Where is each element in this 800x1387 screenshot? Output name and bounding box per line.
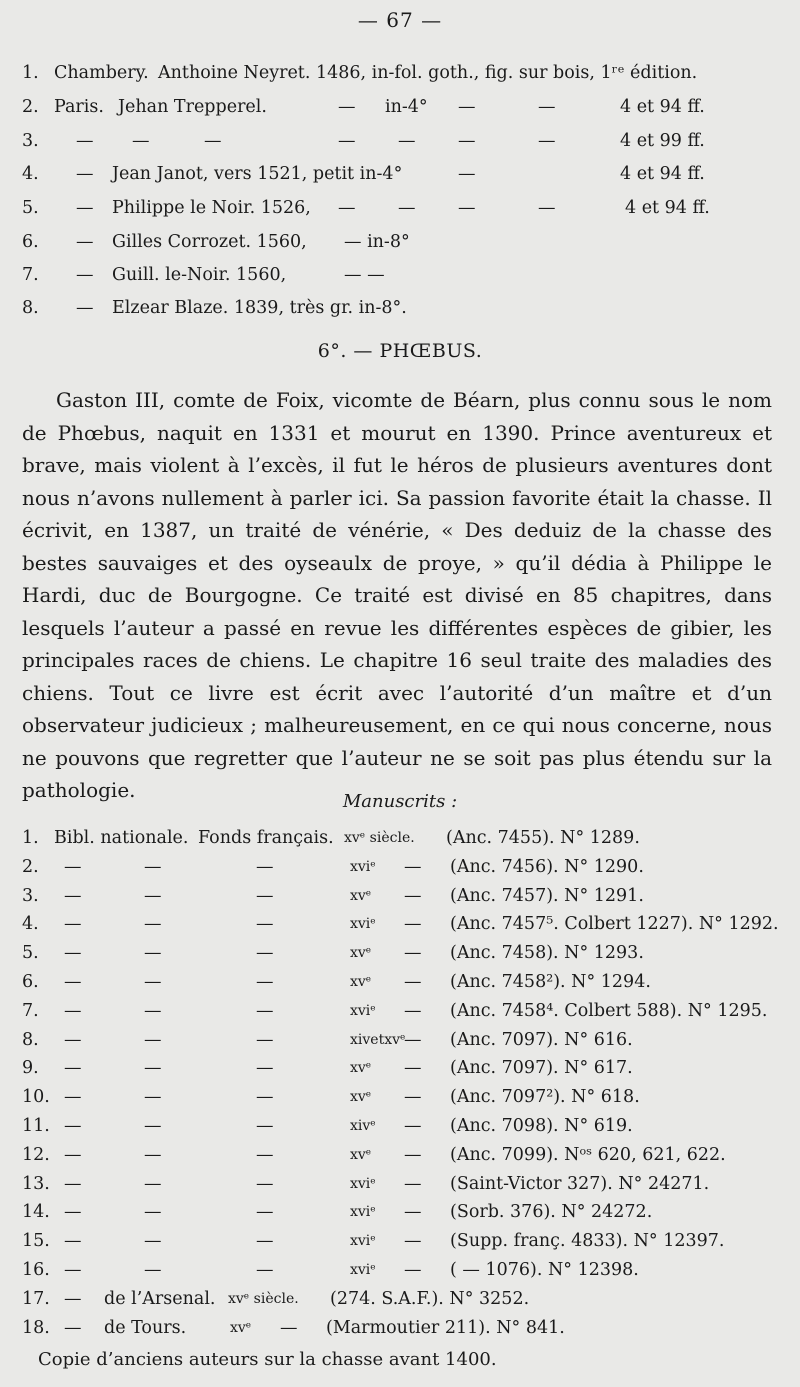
ditto-mark: — bbox=[204, 131, 222, 151]
edition-format: in-4° bbox=[385, 97, 428, 117]
ditto-mark: — bbox=[404, 1029, 422, 1050]
ditto-mark: — bbox=[256, 1000, 274, 1021]
edition-number: 3. bbox=[22, 131, 39, 151]
ditto-mark: — bbox=[64, 1116, 82, 1136]
ditto-mark: — bbox=[144, 943, 162, 964]
manuscript-century: xviᵉ bbox=[350, 1233, 376, 1250]
manuscript-number: 1. bbox=[22, 828, 39, 848]
ditto-mark: — bbox=[64, 1231, 82, 1252]
manuscript-century: xviᵉ bbox=[350, 916, 376, 933]
ditto-mark: — bbox=[256, 943, 274, 964]
ditto-mark: — bbox=[144, 1260, 162, 1280]
manuscript-number: 10. bbox=[22, 1087, 50, 1108]
ditto-mark: — bbox=[256, 856, 274, 877]
ditto-mark: — bbox=[538, 97, 556, 117]
ditto-mark: — bbox=[256, 914, 274, 935]
ditto-mark: — bbox=[404, 943, 422, 964]
edition-printer: Elzear Blaze. 1839, très gr. in-8°. bbox=[112, 298, 407, 318]
manuscript-reference: (Anc. 7097²). N° 618. bbox=[450, 1087, 640, 1108]
ditto-mark: — bbox=[76, 198, 94, 218]
manuscript-number: 17. bbox=[22, 1288, 50, 1309]
ditto-mark: — bbox=[256, 1144, 274, 1165]
ditto-mark: — bbox=[144, 1202, 162, 1223]
manuscript-reference: (Anc. 7099). Nᵒˢ 620, 621, 622. bbox=[450, 1144, 726, 1165]
ditto-mark: — bbox=[144, 972, 162, 992]
ditto-mark: — bbox=[64, 885, 82, 906]
manuscript-library: Bibl. nationale. bbox=[54, 828, 189, 848]
manuscript-library: de l’Arsenal. bbox=[104, 1288, 216, 1309]
ditto-mark: — bbox=[538, 198, 556, 218]
ditto-mark: — bbox=[64, 943, 82, 964]
manuscript-century: xivᵉ bbox=[350, 1118, 376, 1134]
edition-printer: Anthoine Neyret. 1486, in-fol. goth., fig. sur bois, 1ʳᵉ édition. bbox=[158, 63, 698, 83]
edition-leaves: 4 et 94 ff. bbox=[625, 198, 710, 218]
edition-printer: Gilles Corrozet. 1560, bbox=[112, 232, 307, 252]
ditto-mark: — bbox=[458, 131, 476, 151]
manuscript-reference: (Anc. 7458⁴. Colbert 588). N° 1295. bbox=[450, 1000, 768, 1021]
body-paragraph bbox=[22, 384, 772, 807]
manuscript-century: xvᵉ bbox=[350, 887, 372, 904]
edition-printer: Guill. le-Noir. 1560, bbox=[112, 265, 287, 285]
edition-number: 7. bbox=[22, 265, 39, 285]
edition-number: 1. bbox=[22, 63, 39, 83]
manuscript-reference: (Anc. 7097). N° 616. bbox=[450, 1029, 633, 1050]
ditto-mark: — bbox=[256, 1116, 274, 1136]
ditto-mark: — bbox=[64, 972, 82, 992]
ditto-mark: — bbox=[338, 97, 356, 117]
manuscript-reference: (Anc. 7098). N° 619. bbox=[450, 1116, 633, 1136]
ditto-mark: — bbox=[144, 1173, 162, 1194]
edition-city: Paris. bbox=[54, 97, 104, 117]
manuscript-number: 11. bbox=[22, 1116, 50, 1136]
edition-printer: Philippe le Noir. 1526, bbox=[112, 198, 311, 218]
manuscript-century: xviᵉ bbox=[350, 1204, 376, 1221]
edition-printer: Jehan Trepperel. bbox=[118, 97, 267, 117]
manuscript-number: 12. bbox=[22, 1144, 50, 1165]
closing-line: Copie d’anciens auteurs sur la chasse avant 1400. bbox=[38, 1349, 497, 1370]
manuscript-reference: (Anc. 7455). N° 1289. bbox=[446, 828, 640, 848]
manuscript-number: 13. bbox=[22, 1173, 50, 1194]
manuscript-reference: (Anc. 7457). N° 1291. bbox=[450, 885, 644, 906]
manuscript-number: 16. bbox=[22, 1260, 50, 1280]
manuscript-reference: (Marmoutier 211). N° 841. bbox=[326, 1317, 565, 1338]
ditto-mark: — bbox=[398, 131, 416, 151]
manuscript-century: xivetxvᵉ bbox=[350, 1031, 406, 1048]
manuscript-century: xvᵉ bbox=[350, 1146, 372, 1163]
manuscript-number: 14. bbox=[22, 1202, 50, 1223]
ditto-mark: — bbox=[144, 1058, 162, 1079]
ditto-mark: — bbox=[144, 1087, 162, 1108]
ditto-mark: — bbox=[144, 1000, 162, 1021]
edition-leaves: 4 et 94 ff. bbox=[620, 97, 705, 117]
ditto-mark: — bbox=[256, 1029, 274, 1050]
edition-leaves: 4 et 94 ff. bbox=[620, 164, 705, 184]
manuscript-reference: (Saint-Victor 327). N° 24271. bbox=[450, 1173, 710, 1194]
ditto-mark: — bbox=[256, 1260, 274, 1280]
manuscript-number: 3. bbox=[22, 885, 39, 906]
ditto-mark: — bbox=[64, 1087, 82, 1108]
ditto-mark: — bbox=[256, 1231, 274, 1252]
ditto-mark: — bbox=[338, 198, 356, 218]
ditto-mark: — bbox=[144, 914, 162, 935]
ditto-mark: — bbox=[398, 198, 416, 218]
ditto-mark: — bbox=[256, 885, 274, 906]
manuscript-library: de Tours. bbox=[104, 1317, 187, 1338]
ditto-mark: — bbox=[76, 232, 94, 252]
manuscript-reference: (Anc. 7458²). N° 1294. bbox=[450, 972, 651, 992]
ditto-mark: — bbox=[76, 131, 94, 151]
manuscript-reference: ( — 1076). N° 12398. bbox=[450, 1260, 639, 1280]
edition-leaves: 4 et 99 ff. bbox=[620, 131, 705, 151]
ditto-mark: — bbox=[404, 1087, 422, 1108]
ditto-mark: — bbox=[404, 1058, 422, 1079]
edition-format: — in-8° bbox=[344, 232, 410, 252]
section-title: 6°. — PHŒBUS. bbox=[317, 340, 483, 362]
manuscript-century: xvᵉ bbox=[350, 974, 372, 990]
ditto-mark: — bbox=[256, 1087, 274, 1108]
ditto-mark: — bbox=[256, 1202, 274, 1223]
manuscript-number: 9. bbox=[22, 1058, 39, 1079]
ditto-mark: — bbox=[76, 265, 94, 285]
ditto-mark: — bbox=[280, 1317, 298, 1338]
ditto-mark: — — bbox=[344, 265, 385, 285]
manuscripts-title: Manuscrits : bbox=[342, 791, 458, 812]
ditto-mark: — bbox=[144, 1144, 162, 1165]
ditto-mark: — bbox=[76, 298, 94, 318]
manuscript-reference: (Anc. 7458). N° 1293. bbox=[450, 943, 644, 964]
manuscript-century: xviᵉ bbox=[350, 1175, 376, 1192]
edition-number: 5. bbox=[22, 198, 39, 218]
ditto-mark: — bbox=[64, 1029, 82, 1050]
book-page: — 67 — 1. Chambery. Anthoine Neyret. 1486, in-fol. goth., fig. sur bois, 1ʳᵉ édition. 2. Paris. Jehan Trepperel. — in-4° — — 4 et 94 ff. 3. — — — — — — — 4 et 99 ff. 4. — Jean Janot, vers 1521, petit in-4° — 4 et 94 ff. 5. — Philippe le Noir. 1526, — — — — 4 et 94 ff. 6. — Gilles Corrozet. 1560, — in-8° 7. — Guill. le-Noir. 1560, — — 8. — Elzear Blaze. 1839, très gr. in-8°. 6°. — PHŒBUS. Gaston III, comte de Foix, vicomte de Béarn, plus connu sous le nom de Phœbus, naquit en 1331 et mourut en 1390. Prince aventureux et brave, mais violent à l’excès, il fut le héros de plusieurs aventures dont nous n’avons nullement à parler ici. Sa passion favorite était la chasse. Il écrivit, en 1387, un traité de vénérie, « Des deduiz de la chasse des bestes sauvaiges et des oyseaulx de proye, » qu’il dédia à Philippe le Hardi, duc de Bourgogne. Ce traité est divisé en 85 chapitres, dans lesquels l’auteur a passé en revue les différentes espèces de gibier, les principales races de chiens. Le chapitre 16 seul traite des maladies des chiens. Tout ce livre est écrit avec l’autorité d’un maître et d’un observateur judicieux ; malheureusement, en ce qui nous concerne, nous ne pouvons que regretter que l’auteur ne se soit pas plus étendu sur la pathologie. Manuscrits : 1. Bibl. nationale. Fonds français. xvᵉ siècle. (Anc. 7455). N° 1289. 2. — — — xviᵉ — (Anc. 7456). N° 1290. 3. — — — xvᵉ — (Anc. 7457). N° 1291. 4. — — — xviᵉ — (Anc. 7457⁵. Colbert 1227). N° 1292. 5. — — — xvᵉ — (Anc. 7458). N° 1293. 6. — — — xvᵉ — (Anc. 7458²). N° 1294. 7. — — — xviᵉ — (Anc. 7458⁴. Colbert 588). N° 1295. 8. — — — xivetxvᵉ — (Anc. 7097). N° 616. 9. — — — xvᵉ — (Anc. 7097). N° 617. 10. — — — xvᵉ — (Anc. 7097²). N° 618. 11. — — — xivᵉ — (Anc. 7098). N° 619. 12. — — — xvᵉ — (Anc. 7099). Nᵒˢ 620, 621, 622. 13. — — — xviᵉ — (Saint-Victor 327). N° 24271. 14. — — — xviᵉ — (Sorb. 376). N° 24272. 15. — — — xviᵉ — (Supp. franç. 4833). N° 12397. 16. — — — xviᵉ — ( — 1076). N° 12398. 17. — de l’Arsenal. xvᵉ siècle. (274. S.A.F.). N° 3252. 18. — de Tours. xvᵉ — (Marmoutier 211). N° 841. Copie d’anciens auteurs sur la chasse avant 1400. bbox=[0, 0, 800, 1387]
ditto-mark: — bbox=[404, 1144, 422, 1165]
edition-number: 4. bbox=[22, 164, 39, 184]
ditto-mark: — bbox=[64, 1058, 82, 1079]
ditto-mark: — bbox=[404, 1202, 422, 1223]
ditto-mark: — bbox=[404, 885, 422, 906]
ditto-mark: — bbox=[64, 1144, 82, 1165]
manuscript-reference: (Anc. 7097). N° 617. bbox=[450, 1058, 633, 1079]
ditto-mark: — bbox=[144, 1231, 162, 1252]
edition-number: 6. bbox=[22, 232, 39, 252]
manuscript-reference: (Anc. 7457⁵. Colbert 1227). N° 1292. bbox=[450, 914, 779, 935]
manuscript-reference: (Anc. 7456). N° 1290. bbox=[450, 856, 644, 877]
ditto-mark: — bbox=[404, 1000, 422, 1021]
manuscript-century: xvᵉ bbox=[350, 945, 372, 962]
manuscript-century: xviᵉ bbox=[350, 1262, 376, 1278]
ditto-mark: — bbox=[64, 1288, 82, 1309]
ditto-mark: — bbox=[404, 914, 422, 935]
ditto-mark: — bbox=[144, 1116, 162, 1136]
ditto-mark: — bbox=[64, 1173, 82, 1194]
ditto-mark: — bbox=[76, 164, 94, 184]
manuscript-century: xvᵉ siècle. bbox=[344, 830, 415, 846]
manuscript-century: xvᵉ bbox=[350, 1060, 372, 1077]
ditto-mark: — bbox=[338, 131, 356, 151]
ditto-mark: — bbox=[64, 1000, 82, 1021]
edition-number: 2. bbox=[22, 97, 39, 117]
ditto-mark: — bbox=[404, 972, 422, 992]
edition-number: 8. bbox=[22, 298, 39, 318]
manuscript-number: 7. bbox=[22, 1000, 39, 1021]
manuscript-reference: (274. S.A.F.). N° 3252. bbox=[330, 1288, 530, 1309]
ditto-mark: — bbox=[64, 914, 82, 935]
manuscript-number: 8. bbox=[22, 1029, 39, 1050]
ditto-mark: — bbox=[538, 131, 556, 151]
ditto-mark: — bbox=[64, 1202, 82, 1223]
ditto-mark: — bbox=[458, 164, 476, 184]
manuscript-century: xviᵉ bbox=[350, 1002, 376, 1019]
manuscript-number: 6. bbox=[22, 972, 39, 992]
manuscript-century: xvᵉ bbox=[230, 1319, 252, 1336]
ditto-mark: — bbox=[256, 972, 274, 992]
manuscript-reference: (Sorb. 376). N° 24272. bbox=[450, 1202, 653, 1223]
ditto-mark: — bbox=[144, 885, 162, 906]
ditto-mark: — bbox=[458, 198, 476, 218]
manuscript-century: xviᵉ bbox=[350, 858, 376, 875]
edition-city: Chambery. bbox=[54, 63, 149, 83]
page-number: — 67 — bbox=[357, 8, 443, 32]
ditto-mark: — bbox=[64, 1317, 82, 1338]
manuscript-number: 5. bbox=[22, 943, 39, 964]
manuscript-number: 15. bbox=[22, 1231, 50, 1252]
ditto-mark: — bbox=[404, 1260, 422, 1280]
manuscript-reference: (Supp. franç. 4833). N° 12397. bbox=[450, 1231, 725, 1252]
ditto-mark: — bbox=[64, 1260, 82, 1280]
ditto-mark: — bbox=[144, 856, 162, 877]
manuscript-century: xvᵉ siècle. bbox=[228, 1290, 299, 1307]
ditto-mark: — bbox=[404, 856, 422, 877]
manuscript-number: 4. bbox=[22, 914, 39, 935]
manuscript-number: 18. bbox=[22, 1317, 50, 1338]
manuscript-century: xvᵉ bbox=[350, 1089, 372, 1106]
edition-printer: Jean Janot, vers 1521, petit in-4° bbox=[112, 164, 403, 184]
ditto-mark: — bbox=[256, 1058, 274, 1079]
manuscript-number: 2. bbox=[22, 856, 39, 877]
ditto-mark: — bbox=[458, 97, 476, 117]
paragraph-text: Gaston III, comte de Foix, vicomte de Béarn, plus connu sous le nom de Phœbus, naquit en 1331 et mourut en 1390. Prince aventureux et brave, mais violent à l’excès, il fut le héros de plusieurs aventures dont nous n’avons nullement à parler ici. Sa passion favorite était la chasse. Il écrivit, en 1387, un traité de vénérie, « Des deduiz de la chasse des bestes sauvaiges et des oyseaulx de proye, » qu’il dédia à Philippe le Hardi, duc de Bourgogne. Ce traité est divisé en 85 chapitres, dans lesquels l’auteur a passé en revue les différentes espèces de gibier, les principales races de chiens. Le chapitre 16 seul traite des maladies des chiens. Tout ce livre est écrit avec l’autorité d’un maître et d’un observateur judicieux ; malheureusement, en ce qui nous concerne, nous ne pouvons que regretter que l’auteur ne se soit pas plus étendu sur la pathologie. bbox=[22, 388, 772, 802]
ditto-mark: — bbox=[404, 1173, 422, 1194]
ditto-mark: — bbox=[256, 1173, 274, 1194]
ditto-mark: — bbox=[404, 1231, 422, 1252]
ditto-mark: — bbox=[144, 1029, 162, 1050]
ditto-mark: — bbox=[64, 856, 82, 877]
manuscript-fonds: Fonds français. bbox=[198, 828, 334, 848]
ditto-mark: — bbox=[404, 1116, 422, 1136]
